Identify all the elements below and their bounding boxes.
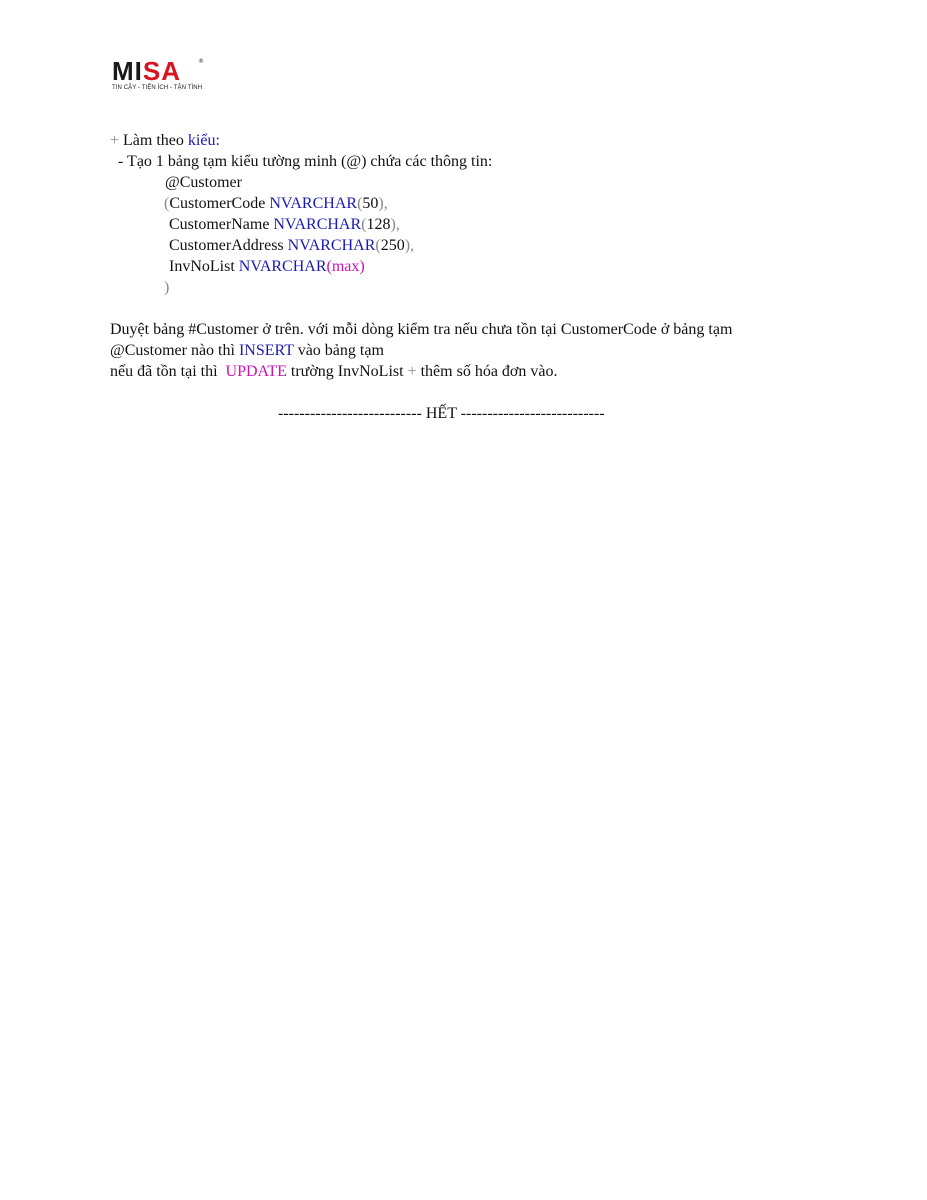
update-keyword: UPDATE	[225, 363, 287, 380]
logo-tagline: TIN CẬY - TIỆN ÍCH - TẬN TÌNH	[112, 85, 203, 91]
logo-wordmark: MISA	[112, 56, 182, 86]
misa-logo	[112, 58, 212, 94]
end-marker: --------------------------- HẾT ---------------------------	[278, 405, 605, 422]
intro-line: + Làm theo kiểu:	[110, 132, 220, 149]
registered-mark: ®	[198, 58, 204, 65]
intro-keyword: kiểu:	[187, 132, 220, 149]
column-row: (CustomerCode NVARCHAR(50),	[164, 195, 388, 212]
paragraph-line-3: nếu đã tồn tại thì UPDATE trường InvNoList + thêm số hóa đơn vào.	[110, 363, 558, 380]
column-row: InvNoList NVARCHAR(max)	[169, 258, 365, 275]
paragraph-line-1: Duyệt bảng #Customer ở trên. với mỗi dòng kiểm tra nếu chưa tồn tại CustomerCode ở bảng tạm	[110, 321, 733, 338]
column-row: CustomerName NVARCHAR(128),	[169, 216, 400, 233]
paragraph-line-2: @Customer nào thì INSERT vào bảng tạm	[110, 342, 384, 359]
close-paren: )	[164, 279, 170, 296]
step-line: - Tạo 1 bảng tạm kiểu tường minh (@) chứa các thông tin:	[118, 153, 493, 170]
insert-keyword: INSERT	[238, 342, 294, 359]
plus-bullet: +	[110, 132, 120, 149]
column-row: CustomerAddress NVARCHAR(250),	[169, 237, 415, 254]
table-name: @Customer	[165, 174, 242, 191]
